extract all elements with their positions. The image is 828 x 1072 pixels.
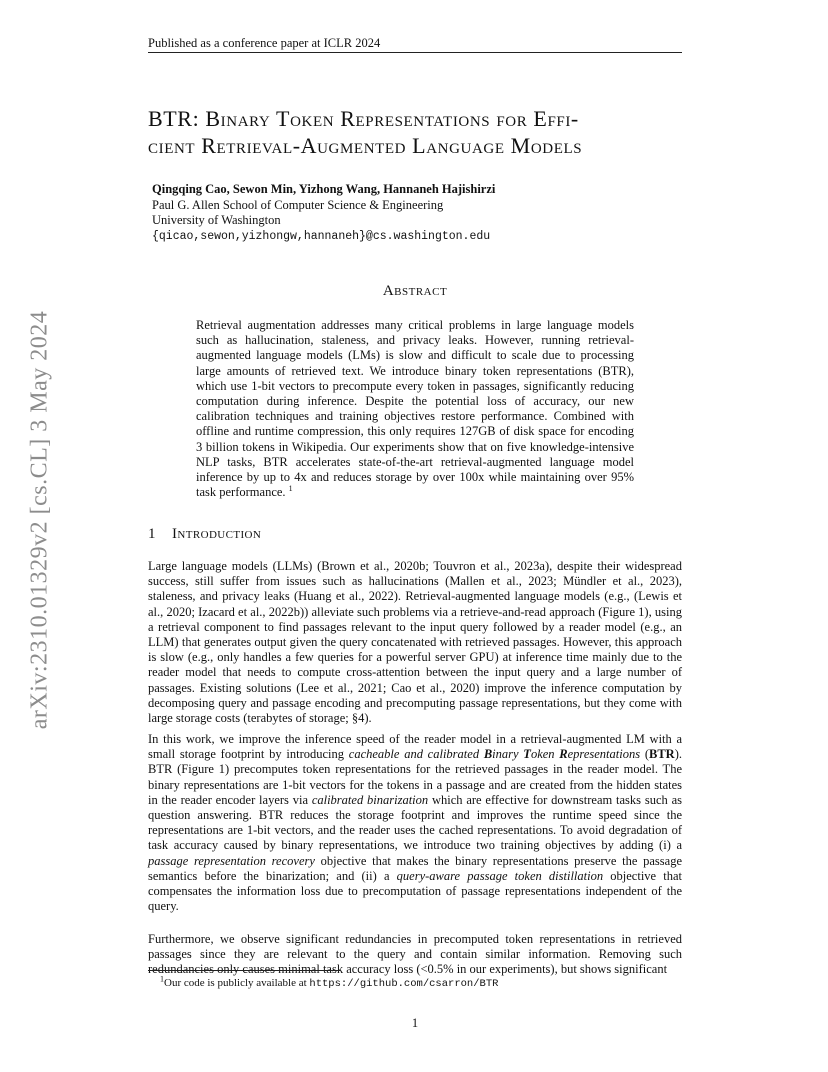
p2-bold-letter: R — [559, 747, 568, 762]
p2-text: ). BTR (Figure 1) precomputes token representations for the retrieved passages in the reader model. The binary representations are 1-bit vectors for the tokens in a passage and are created from the hidden states in the reader encoder layers via — [148, 747, 682, 807]
p2-bold-acronym: BTR — [649, 747, 675, 762]
page-number: 1 — [411, 1016, 419, 1030]
section-title: Introduction — [172, 526, 262, 542]
author-names: Qingqing Cao, Sewon Min, Yizhong Wang, Hannaneh Hajishirzi — [152, 182, 496, 196]
p2-italic: oken — [530, 747, 560, 762]
p2-italic: query-aware passage token distillation — [396, 868, 604, 883]
header-rule — [148, 52, 682, 53]
author-affiliation: Paul G. Allen School of Computer Science & Engineering — [152, 197, 444, 212]
author-block — [152, 182, 672, 244]
footnote-rule — [148, 970, 340, 971]
p2-italic: inary — [492, 747, 524, 762]
footnote-link[interactable]: https://github.com/csarron/BTR — [309, 978, 499, 990]
p2-italic: calibrated binarization — [311, 792, 429, 807]
running-header: Published as a conference paper at ICLR 2024 — [148, 36, 381, 50]
p2-text: In this work, we improve the inference speed of the reader model in a retrieval-augmented LM with a small storage footprint by introducing — [148, 732, 682, 762]
p2-italic: cacheable and calibrated — [348, 747, 484, 762]
p2-italic: passage representation recovery — [148, 853, 315, 868]
p2-bold-letter: B — [483, 747, 493, 762]
footnote-number: 1 — [160, 974, 164, 984]
p2-bold-letter: T — [523, 747, 531, 762]
abstract-heading: Abstract — [382, 283, 448, 299]
paper-title — [148, 105, 708, 159]
intro-paragraph-1: Large language models (LLMs) (Brown et al., 2020b; Touvron et al., 2023a), despite their widespread success, still suffer from issues such as hallucinations (Mallen et al., 2023; Mündler et al., 2023), staleness, and privacy leaks (Huang et al., 2022). Retrieval-augmented language models (e.g., (Lewis et al., 2020; Izacard et al., 2022b)) alleviate such problems via a retrieve-and-read approach (Figure 1), using a retrieval component to find passages relevant to the input query followed by a reader model (e.g., an LLM) that generates output given the query concatenated with retrieved passages. However, this approach is slow (e.g., only handles a few queries for a powerful server GPU) at inference time mainly due to the reader model that needs to compute cross-attention between the input query and a large number of passages. Existing solutions (Lee et al., 2021; Cao et al., 2020) improve the inference computation by decomposing query and passage encoding and precomputing passage representations, but they come with large storage costs (terabytes of storage; §4). — [148, 559, 682, 726]
p2-text: objective that compensates the information loss due to precomputation of passage representations independent of the query. — [148, 868, 682, 914]
footnote-text: Our code is publicly available at — [164, 977, 310, 989]
p2-text: objective that makes the binary representations preserve the passage semantics before the binarization; and (ii) a — [148, 853, 682, 883]
section-number: 1 — [148, 526, 156, 542]
arxiv-stamp: arXiv:2310.01329v2 [cs.CL] 3 May 2024 — [26, 310, 53, 730]
p2-italic: epresentations — [567, 747, 641, 762]
title-line-2: cient Retrieval-Augmented Language Models — [148, 133, 583, 158]
section-heading — [148, 526, 682, 543]
p2-text: ( — [640, 747, 649, 762]
intro-paragraph-2 — [148, 732, 682, 914]
abstract-text: Retrieval augmentation addresses many critical problems in large language models such as hallucination, staleness, and privacy leaks. However, running retrieval-augmented language models (LMs) is slow and difficult to scale due to processing large amounts of retrieved text. We introduce binary token representations (BTR), which use 1-bit vectors to precompute every token in passages, significantly reducing computation during inference. Despite the potential loss of accuracy, our new calibration techniques and training objectives restore performance. Combined with offline and runtime compression, this only requires 127GB of disk space for encoding 3 billion tokens in Wikipedia. Our experiments show that on five knowledge-intensive NLP tasks, BTR accelerates state-of-the-art retrieval-augmented language model inference by up to 4x and reduces storage by over 100x while maintaining over 95% task performance. — [196, 318, 634, 500]
p2-text: which are effective for downstream tasks such as question answering. BTR reduces the storage footprint and improves the runtime speed since the representations are 1-bit vectors, and the reader uses the cached representations. To avoid degradation of task accuracy caused by binary representations, we introduce two training objectives by adding (i) a — [148, 792, 682, 853]
author-email: {qicao,sewon,yizhongw,hannaneh}@cs.washington.edu — [152, 229, 491, 243]
abstract-body — [196, 318, 634, 500]
title-line-1: BTR: Binary Token Representations for Effi- — [148, 106, 579, 131]
intro-paragraph-3: Furthermore, we observe significant redundancies in precomputed token representations in retrieved passages since they are relevant to the query and contain similar information. Removing such redundancies only causes minimal task accuracy loss (<0.5% in our experiments), but shows significant — [148, 932, 682, 977]
footnote — [160, 976, 680, 991]
footnote-marker[interactable]: 1 — [288, 484, 293, 494]
author-university: University of Washington — [152, 213, 281, 227]
